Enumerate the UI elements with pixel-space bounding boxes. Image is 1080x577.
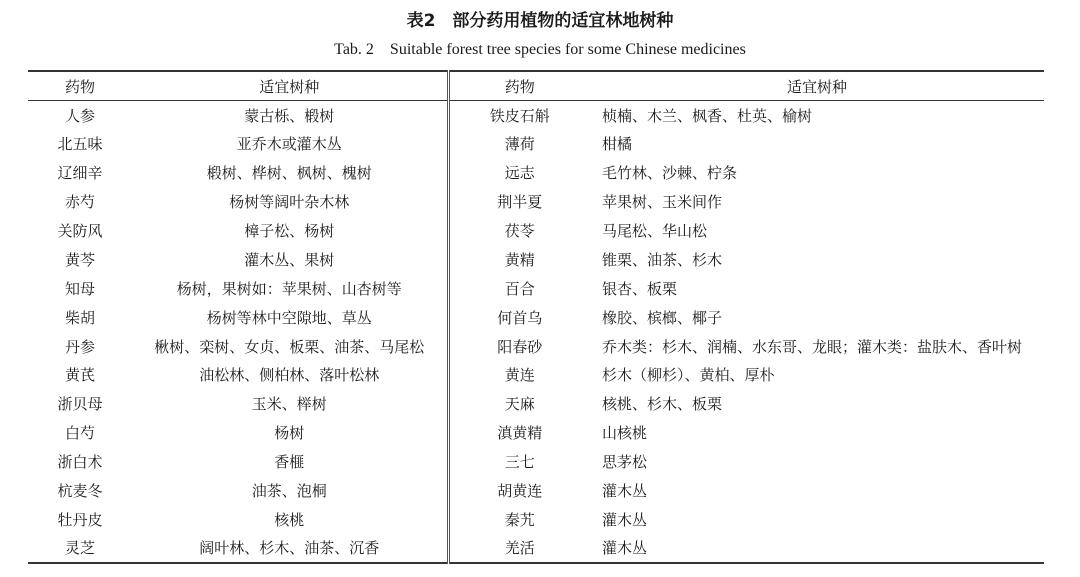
cell-tree-left: 油松林、侧柏林、落叶松林 [132, 361, 448, 390]
cell-herb-right: 天麻 [504, 395, 535, 414]
cell-tree-right: 灌木丛 [602, 482, 648, 501]
table-row [28, 361, 1044, 390]
table-row [28, 476, 1044, 505]
cell-tree-left: 椴树、桦树、枫树、槐树 [132, 158, 448, 187]
cell-tree-right: 山核桃 [602, 424, 648, 443]
table-row [28, 389, 1044, 418]
header-herb-right: 药物 [448, 71, 590, 101]
table-row [28, 245, 1044, 274]
cell-tree-left: 核桃 [132, 505, 448, 534]
cell-tree-left: 香榧 [132, 447, 448, 476]
table-row [28, 216, 1044, 245]
cell-tree-right: 灌木丛 [602, 510, 648, 529]
cell-herb-left: 赤芍 [64, 193, 95, 212]
cell-herb-right: 黄连 [504, 366, 535, 385]
cell-herb-left: 白芍 [64, 424, 95, 443]
table-row [28, 129, 1044, 158]
cell-herb-left: 关防风 [57, 222, 103, 240]
cell-tree-left: 玉米、榉树 [132, 389, 448, 418]
table-row [28, 332, 1044, 361]
table-row [28, 274, 1044, 303]
cell-tree-left: 亚乔木或灌木丛 [132, 129, 448, 158]
cell-tree-left: 油茶、泡桐 [132, 476, 448, 505]
cell-herb-right: 铁皮石斛 [489, 106, 550, 125]
cell-tree-right: 杉木（柳杉）、黄柏、厚朴 [602, 366, 775, 385]
cell-tree-left: 樟子松、杨树 [132, 216, 448, 245]
cell-herb-right: 远志 [504, 164, 535, 183]
table-body [28, 101, 1044, 563]
cell-herb-left: 浙白术 [57, 453, 103, 472]
cell-herb-right: 秦艽 [504, 510, 535, 529]
cell-herb-right: 滇黄精 [497, 424, 543, 443]
cell-herb-right: 阳春砂 [497, 337, 543, 356]
cell-herb-right: 薄荷 [504, 135, 535, 154]
cell-tree-right: 锥栗、油茶、杉木 [602, 250, 723, 269]
cell-tree-left: 蒙古栎、椴树 [132, 101, 448, 130]
cell-tree-right: 苹果树、玉米间作 [602, 193, 723, 212]
table-row [28, 101, 1044, 130]
tree-species-table [28, 70, 1044, 564]
cell-herb-left: 牡丹皮 [57, 510, 103, 529]
cell-herb-left: 丹参 [64, 337, 95, 356]
table-title-chinese: 表2 部分药用植物的适宜林地树种 [406, 11, 674, 31]
cell-herb-right: 胡黄连 [497, 482, 543, 501]
cell-tree-left: 杨树等林中空隙地、草丛 [132, 303, 448, 332]
table-row [28, 418, 1044, 447]
cell-herb-left: 灵芝 [28, 534, 132, 563]
cell-herb-right: 百合 [504, 279, 535, 298]
cell-herb-left: 柴胡 [64, 308, 95, 327]
cell-herb-right: 黄精 [504, 250, 535, 269]
cell-tree-left: 杨树 [132, 418, 448, 447]
cell-tree-right: 灌木丛 [590, 534, 1044, 563]
cell-tree-left: 楸树、栾树、女贞、板栗、油茶、马尾松 [132, 332, 448, 361]
header-tree-left: 适宜树种 [132, 71, 448, 101]
cell-tree-right: 银杏、板栗 [602, 279, 678, 298]
header-tree-right: 适宜树种 [590, 71, 1044, 101]
table-row [28, 447, 1044, 476]
cell-tree-left: 杨树等阔叶杂木林 [132, 187, 448, 216]
cell-tree-right: 马尾松、华山松 [602, 222, 708, 240]
cell-tree-right: 毛竹林、沙棘、柠条 [602, 164, 738, 183]
cell-tree-right: 桢楠、木兰、枫香、杜英、榆树 [602, 106, 813, 125]
cell-tree-left: 灌木丛、果树 [132, 245, 448, 274]
cell-tree-right: 橡胶、槟榔、椰子 [602, 308, 723, 327]
header-row [28, 71, 1044, 101]
cell-tree-left: 阔叶林、杉木、油茶、沉香 [132, 534, 448, 563]
cell-tree-right: 乔木类：杉木、润楠、水东哥、龙眼；灌木类：盐肤木、香叶树 [602, 337, 1023, 356]
header-herb-left: 药物 [28, 71, 132, 101]
cell-herb-left: 杭麦冬 [57, 482, 103, 501]
table-row [28, 505, 1044, 534]
cell-herb-right: 何首乌 [497, 308, 543, 327]
cell-herb-left: 人参 [64, 106, 95, 125]
cell-herb-right: 荆半夏 [497, 193, 543, 212]
cell-herb-left: 浙贝母 [57, 395, 103, 414]
table-row [28, 303, 1044, 332]
cell-herb-right: 茯苓 [504, 222, 535, 240]
cell-tree-left: 杨树，果树如：苹果树、山杏树等 [132, 274, 448, 303]
cell-tree-right: 柑橘 [602, 135, 633, 154]
table-row [28, 187, 1044, 216]
cell-herb-left: 北五味 [57, 135, 103, 154]
table-row [28, 158, 1044, 187]
cell-herb-right: 三七 [504, 453, 535, 472]
cell-tree-right: 思茅松 [602, 453, 648, 472]
cell-herb-left: 知母 [64, 279, 95, 298]
cell-herb-left: 黄芩 [64, 250, 95, 269]
cell-herb-left: 黄芪 [64, 366, 95, 385]
cell-herb-right: 羌活 [448, 534, 590, 563]
table-title-english: Tab. 2 Suitable forest tree species for some Chinese medicines [334, 41, 746, 58]
cell-herb-left: 辽细辛 [57, 164, 103, 183]
cell-tree-right: 核桃、杉木、板栗 [602, 395, 723, 414]
table-row [28, 534, 1044, 563]
